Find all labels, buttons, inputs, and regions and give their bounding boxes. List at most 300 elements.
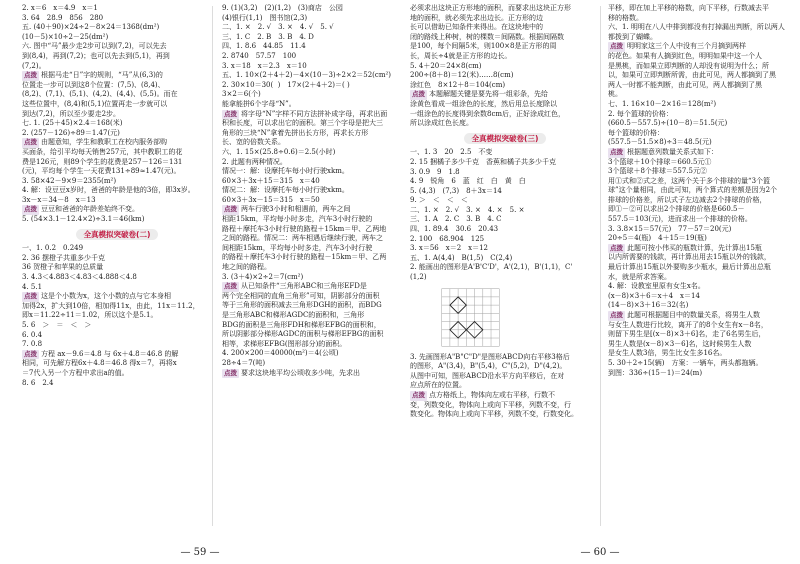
answer-line	[22, 23, 212, 33]
tip-badge: 点拨	[24, 349, 37, 358]
answer-text: 所以涂成红色长度。	[410, 119, 473, 128]
answer-line	[22, 167, 212, 177]
answer-line	[22, 263, 212, 273]
answer-text: 七、1. 16×10－2×16＝128(m²)	[608, 99, 717, 108]
answer-text: 从已知条件“三角形ABC和三角形EFD是	[241, 282, 367, 291]
answer-text: 排球的价格差，所以式子左边减去2个排球的价格，	[608, 195, 767, 204]
column-divider	[600, 6, 601, 526]
answer-line	[22, 302, 212, 312]
answer-line	[22, 148, 212, 158]
answer-line	[410, 206, 600, 216]
answer-line	[410, 263, 600, 273]
answer-line	[222, 129, 400, 139]
answer-line	[608, 359, 798, 369]
answer-line	[22, 138, 212, 148]
answer-text: 2. 30×10＝30( ) 17×(2＋4＋2)＝( )	[222, 80, 350, 89]
answer-line	[222, 234, 400, 244]
answer-line	[22, 177, 212, 187]
answer-line	[608, 369, 798, 379]
tip-badge: 点拨	[224, 282, 237, 291]
answer-text: 4. 解：设豆豆x岁时，爸爸的年龄是他的3倍，即3x岁。	[22, 186, 195, 195]
answer-line	[222, 177, 400, 187]
answer-text: 此题可根据题目中的数量关系，将男生人数	[627, 311, 760, 319]
answer-text: 必须求出这块正方形地的面积，而要求出这块正方形	[410, 4, 571, 12]
answer-line	[22, 273, 212, 283]
answer-line	[222, 52, 400, 62]
answer-line	[608, 225, 798, 235]
answer-line	[608, 148, 798, 158]
answer-text: (660.5－557.5)÷(10－8)＝51.5(元)	[608, 119, 728, 128]
answer-text: 都拨到了蝴蝶。	[608, 32, 657, 41]
answer-text: 4. 9 锐角 6 蓝 红 白 黄 白	[410, 177, 526, 186]
tip-badge: 点拨	[24, 138, 37, 147]
answer-line	[22, 379, 212, 389]
answer-line	[410, 90, 600, 100]
tip-badge: 点拨	[610, 147, 623, 156]
answer-text: 等于三角形的面积减去三角形DGH的面积，而BDG	[222, 301, 382, 310]
answer-text: 情况二：解：设摩托车每小时行驶xkm。	[222, 186, 349, 195]
answer-text: 4. 200×200＝40000(m²)＝4(公顷)	[222, 349, 339, 358]
answer-line	[22, 292, 212, 302]
answer-text: 一、1. 3 20 2.5 不变	[410, 148, 493, 157]
answer-line	[410, 177, 600, 187]
answer-line	[410, 110, 600, 120]
answer-line	[222, 311, 400, 321]
answer-text: 费是126元，则89个学生的花费是257－126＝131	[22, 157, 183, 166]
answer-line	[608, 349, 798, 359]
answer-line	[608, 253, 798, 263]
answer-line	[410, 273, 600, 283]
answer-text: 根据马走“日”字的规则，“马”从(6,3)的	[41, 71, 163, 80]
answer-line	[22, 244, 212, 254]
answer-text: 5. (54×3.1－12.4×2)÷3.1＝46(km)	[22, 215, 145, 224]
answer-text: 3个篮球＋8个排球＝557.5元②	[608, 167, 707, 176]
answer-line	[410, 196, 600, 206]
answer-line	[608, 205, 798, 215]
answer-text: 3. x＝18 x＝2.3 x＝10	[222, 61, 307, 70]
page-number-left: — 59 —	[180, 547, 220, 558]
answer-text: 是黑桃，而如果立即判断的人却没有说明为什么；所	[608, 61, 769, 70]
tip-badge: 点拨	[24, 292, 37, 301]
answer-line	[608, 81, 798, 91]
answer-line	[608, 14, 798, 24]
answer-line	[410, 23, 600, 33]
tip-badge: 点拨	[24, 71, 37, 80]
answer-text: 最后计算出15瓶以外要购多少瓶水，最后计算出总瓶	[608, 263, 771, 272]
answer-line	[22, 110, 212, 120]
answer-line	[608, 330, 798, 340]
answer-line	[410, 391, 600, 401]
answer-line	[22, 100, 212, 110]
answer-line	[22, 42, 212, 52]
answer-line	[22, 71, 212, 81]
answer-line	[222, 253, 400, 263]
answer-text: 加得2x，扩大到10倍，相加得11x，由此，11x＝11.2，	[22, 301, 200, 310]
answer-text: 4. 5.1	[22, 282, 43, 291]
answer-text: 8. 6 2.4	[22, 378, 54, 387]
answer-text: 间相距15km，平均每小时多走，汽车3小时行驶	[222, 243, 373, 252]
answer-line	[22, 4, 212, 14]
answer-line	[608, 71, 798, 81]
answer-line	[410, 100, 600, 110]
answer-text: 数变化。物体向上或向下平移，列数不变，行数变化。	[410, 410, 578, 419]
answer-text: 两车行驶3小时和相遇前，两车之间	[241, 205, 351, 214]
answer-line	[22, 81, 212, 91]
answer-text: 能拿能拼6个字母“N”。	[222, 99, 296, 108]
answer-text: 3个篮球＋10个排球＝660.5元①	[608, 157, 712, 166]
answer-text: 9. (1)(3,2) (2)(1,2) (3)商店 公园	[222, 4, 343, 12]
answer-line	[222, 273, 400, 283]
answer-line	[410, 235, 600, 245]
answer-text: 2. 15 捆橘子多少千克 香蕉和橘子共多少千克	[410, 157, 557, 166]
answer-text: 积和长度，可以求出它的面积。第三个字母是把大三	[222, 119, 383, 128]
answer-line	[22, 119, 212, 129]
answer-text: 三、1. C 2. B 3. B 4. D	[222, 32, 314, 41]
answer-text: 男生人数是(x－8)×3－6]名，这时候男生人数	[608, 339, 752, 348]
answer-text: 长，周长÷4就是正方形的边长。	[410, 51, 512, 60]
answer-text: 一组涂色的长度得到余数8cm后，正好涂成红色，	[410, 109, 566, 118]
answer-line	[22, 321, 212, 331]
answer-line	[608, 186, 798, 196]
answer-line	[608, 273, 798, 283]
answer-line	[22, 350, 212, 360]
answer-text: 五、1. A(4,4) B(1,5) C(2,4)	[410, 253, 513, 262]
tip-badge: 点拨	[224, 109, 237, 118]
answer-line	[608, 282, 798, 292]
answer-text: 2. 每个篮球的价格：	[608, 109, 673, 118]
answer-line	[222, 110, 400, 120]
answer-line	[410, 14, 600, 24]
answer-line	[22, 331, 212, 341]
answer-line	[410, 401, 600, 411]
answer-line	[410, 187, 600, 197]
answer-text: 此题可按小伟买的瓶数计算，先计算出15瓶	[627, 243, 762, 252]
answer-text: 是三角形ABC和梯形AGDC的面积和，三角形	[222, 311, 365, 319]
answer-text: 从图中可知，图形ABCD沿水平方向平移后，在对	[410, 371, 565, 380]
answer-text: 每个篮球的价格：	[608, 128, 664, 137]
answer-text: BDG的面积是三角形FDH和梯形EFBG的面积和，	[222, 320, 381, 329]
answer-line	[222, 33, 400, 43]
answer-text: 3. 64 28.9 856 280	[22, 13, 104, 22]
answer-text: 方程 ax－9.6＝4.8 与 6x＋4.8＝46.8 的解	[41, 349, 179, 358]
answer-text: 则留下男生是[(x－8)×3＋6]名，走了6名男生后，	[608, 330, 766, 339]
answer-text: 3. 4.3＜4.883＜4.83＜4.888＜4.8	[22, 273, 137, 282]
answer-line	[410, 33, 600, 43]
answer-line	[222, 158, 400, 168]
answer-line	[410, 353, 600, 363]
answer-line	[222, 14, 400, 24]
answer-text: (x－8)×3＋6＝x＋4 x＝14	[608, 291, 700, 300]
answer-line	[222, 263, 400, 273]
answer-text: 3. x＝56 x＝2 x＝12	[410, 244, 489, 253]
section-heading	[22, 229, 212, 241]
answer-text: 两人一时都不能判断，由此可见，两人都摘到了黑	[608, 80, 762, 89]
answer-text: 3. 0.9 9 1.8	[410, 167, 460, 176]
answer-text: 5. (4,3) (7,3) 8＋3x＝14	[410, 186, 502, 195]
answer-line	[608, 311, 798, 321]
answer-line	[22, 254, 212, 264]
answer-text: 3. 58×42－9×9＝2355(m²)	[22, 176, 117, 185]
answer-line	[608, 33, 798, 43]
answer-line	[410, 158, 600, 168]
answer-text: 二、1. × 2. √ 3. × 4. √ 5. √	[222, 23, 334, 32]
answer-text: 五. (40＋90)×24÷2－8×24＝1368(dm²)	[22, 23, 160, 32]
tip-badge: 点拨	[610, 243, 623, 252]
answer-text: 4. 解：设教室里原有女生x名。	[608, 282, 705, 291]
answer-line	[22, 52, 212, 62]
answer-text: 9. ＞ ＜ ＜ ＜	[410, 196, 468, 205]
answer-line	[608, 119, 798, 129]
answer-line	[410, 42, 600, 52]
answer-line	[222, 349, 400, 359]
answer-text: (4)银行(1,1) 图书馆(2,3)	[222, 13, 308, 22]
answer-line	[222, 62, 400, 72]
answer-text: 2. (257－126)÷89＝1.47(元)	[22, 128, 120, 137]
answer-text: 明明家这三个人中没有三个月摘到两样	[627, 42, 746, 51]
answer-line	[222, 119, 400, 129]
answer-text: 2. 能画出的图形是A'B'C'D'，A'(2,1)，B'(1,1)，C'	[410, 263, 573, 272]
answer-text: 所以阴影部分梯形AGDC的面积与梯形EFBG的面积	[222, 330, 384, 339]
answer-line	[22, 311, 212, 321]
answer-text: 2. 此题有两种情况。	[222, 157, 287, 166]
answer-line	[410, 168, 600, 178]
answer-text: 5. 4＋20＝24×8(cm)	[410, 61, 482, 70]
answer-line	[608, 263, 798, 273]
answer-text: 平移，即在加上平移的格数，向下平移，行数减去平	[608, 4, 769, 12]
answer-text: 60×3＋3x－15＝315 x＝50	[222, 195, 320, 204]
answer-line	[608, 23, 798, 33]
answer-line	[608, 301, 798, 311]
answer-text: 要求这块地平均公顷收多少吨，先求出	[241, 368, 360, 377]
answer-text: 7. 0.8	[22, 340, 43, 349]
answer-line	[222, 42, 400, 52]
answer-line	[222, 23, 400, 33]
answer-line	[22, 62, 212, 72]
answer-line	[410, 52, 600, 62]
answer-text: (7,2)。	[22, 61, 46, 70]
answer-line	[608, 42, 798, 52]
answer-line	[608, 129, 798, 139]
answer-line	[22, 283, 212, 293]
answer-text: 60×3＋3x＋15＝315 x＝40	[222, 176, 320, 185]
answer-text: 点方格纸上，物体向左或右平移，行数不	[429, 391, 555, 399]
answer-text: 36 贺橙子和苹果的总质量	[22, 263, 104, 272]
answer-line	[22, 129, 212, 139]
answer-line	[22, 186, 212, 196]
answer-line	[222, 205, 400, 215]
answer-line	[22, 215, 212, 225]
answer-text: 到图：336÷(15－1)＝24(m)	[608, 368, 703, 377]
answer-line	[222, 215, 400, 225]
left-page-column-1	[22, 4, 212, 532]
answer-text: 一、1. 0.2 0.249	[22, 244, 84, 253]
answer-text: 的图形，A"(3,4)，B"(5,4)，C"(5,2)，D"(4,2)。	[410, 362, 567, 371]
answer-text: 由题意知，学生和教职工在校内服务部购	[41, 138, 167, 147]
answer-text: 四、1. 8.6 44.85 11.4	[222, 42, 306, 51]
answer-text: 六、1. 明明在八人中排到都没有打掉漏出判断，所以两人	[608, 23, 785, 32]
answer-text: 相距15km，平均每小时多走，汽车3小时行驶的	[222, 215, 373, 224]
answer-text: 涂黄色看成一组涂色的长度，然后用总长度除以	[410, 99, 557, 108]
answer-text: 用①式和②式之差，这两个关于多个排球的量“3个篮	[608, 176, 771, 185]
answer-text: 到(8,4)，再到(7,2)；也可以先去到(5,1)，再到	[22, 51, 170, 60]
answer-line	[608, 4, 798, 14]
answer-line	[608, 321, 798, 331]
answer-text: 六. 图中“马”最少走2步可以到(7,2)，可以先去	[22, 42, 167, 51]
answer-text: 28÷4＝7(吨)	[222, 358, 266, 367]
right-page	[400, 0, 800, 564]
answer-line	[222, 71, 400, 81]
answer-line	[222, 148, 400, 158]
answer-line	[410, 71, 600, 81]
answer-text: 应点所在的位置。	[410, 381, 466, 390]
answer-text: 2. 36 摆橙子共重多少千克	[22, 253, 106, 262]
answer-text: 这些位置中，(8,4)和(5,1)位置再走一步就可以	[22, 99, 168, 108]
answer-text: 3. 先画图形A"B"C"D"是图形ABCD向右平移3格后	[410, 352, 570, 361]
answer-text: 角形的三块“N”拿着先拼出长方形，再求长方形	[222, 128, 369, 137]
answer-text: 豆豆和爸爸的年龄差始终不变。	[41, 205, 139, 214]
answer-line	[222, 282, 400, 292]
answer-text: ＝7代入另一个方程中求出a的值。	[22, 368, 129, 377]
answer-text: 的花色。如果有人摘到红色，明明如果中这一个人	[608, 51, 762, 60]
answer-line	[222, 100, 400, 110]
answer-line	[410, 244, 600, 254]
answer-line	[222, 244, 400, 254]
answer-line	[222, 369, 400, 379]
answer-text: 2. 100 68.904 125	[410, 234, 485, 243]
answer-text: 移的格数。	[608, 13, 643, 22]
answer-text: 3. (3＋4)×2÷2＝7(cm²)	[222, 272, 304, 281]
section-heading-label: 全真模拟突破卷(二)	[76, 229, 159, 241]
answer-text: 相等，求梯形EFBG(图形部分)的面积。	[222, 339, 347, 348]
answer-line	[410, 381, 600, 391]
answer-text: 七. 1. (25＋45)×2.4＝168(米)	[22, 119, 123, 128]
answer-text: 变，列数变化，物体向上或向下平移，列数不变，行	[410, 400, 571, 409]
answer-text: 557.5＝103(元)，进而求出一个排球的价格。	[608, 215, 752, 224]
answer-text: 六、1. 15×(25.8÷0.6)＝2.5(小时)	[222, 147, 336, 156]
answer-text: 路程＋摩托车3小时行驶的路程＋15km＝甲、乙两地	[222, 224, 387, 233]
answer-text: 6. 0.4	[22, 330, 43, 339]
page-number-right: — 60 —	[580, 547, 620, 558]
answer-line	[608, 62, 798, 72]
answer-text: 两个完全相同的直角三角形”可知，阴影部分的面积	[222, 291, 380, 300]
answer-text: 3×2＝6(个)	[222, 90, 261, 99]
answer-text: 到达(7,2)，所以至少要走2步。	[22, 109, 121, 118]
answer-text: 涂红色 8×12＋8＝104(cm)	[410, 80, 506, 89]
answer-text: 将字母“N”字样不同方法拼补成字母，再求出面	[241, 109, 388, 118]
answer-text: 以内所需要的钱款，再计算出用去15瓶以外的钱款，	[608, 253, 771, 262]
answer-line	[608, 110, 798, 120]
answer-line	[222, 90, 400, 100]
answer-line	[222, 301, 400, 311]
answer-line	[608, 292, 798, 302]
answer-line	[608, 100, 798, 110]
answer-line	[222, 138, 400, 148]
tip-badge: 点拨	[412, 391, 425, 399]
answer-text: 地之间的路程。	[222, 263, 271, 272]
answer-line	[410, 62, 600, 72]
answer-text: 相同，可先解方程6x＋4.8＝46.8 得x＝7，再将x	[22, 359, 177, 368]
answer-line	[608, 215, 798, 225]
answer-line	[410, 148, 600, 158]
answer-text: 本题解题关键是要先将一组彩条，先给	[429, 90, 548, 99]
answer-line	[222, 167, 400, 177]
answer-line	[608, 234, 798, 244]
section-heading	[410, 133, 600, 145]
answer-line	[222, 186, 400, 196]
answer-line	[22, 359, 212, 369]
answer-line	[222, 81, 400, 91]
answer-line	[222, 359, 400, 369]
answer-text: (14－8)×3＋16＝32(名)	[608, 301, 689, 310]
answer-text: 闭的路线上种树，树的棵数＝间隔数。根据间隔数	[410, 32, 564, 41]
answer-text: (10－5)×10÷2－25(dm²)	[22, 32, 109, 41]
answer-line	[22, 340, 212, 350]
answer-line	[608, 52, 798, 62]
answer-line	[410, 81, 600, 91]
answer-line	[410, 372, 600, 382]
answer-text: 5. 30＋2÷15(辆) 方案：一辆车，两头都拖辆。	[608, 358, 763, 367]
tip-badge: 点拨	[24, 205, 37, 214]
tip-badge: 点拨	[412, 90, 425, 99]
answer-text: 买面条，给引平均每天销售257元，其中教职工的花	[22, 147, 183, 156]
answer-line	[222, 292, 400, 302]
answer-line	[608, 90, 798, 100]
answer-line	[222, 4, 400, 14]
answer-text: 200÷(8＋8)＝12(米)……8(cm)	[410, 71, 514, 80]
answer-text: 的路程＋摩托车3小时行驶的路程－15km＝甲、乙两	[222, 253, 387, 262]
answer-text: 这是个小数为x，这个小数的点与它本身相	[41, 292, 171, 301]
answer-line	[410, 362, 600, 372]
answer-text: 以，如果可立即判断所需，由此可见，两人都摘到了黑	[608, 71, 776, 80]
answer-text: (557.5－51.5×8)÷3＝48.5(元)	[608, 138, 712, 147]
answer-line	[410, 119, 600, 129]
answer-line	[410, 410, 600, 420]
answer-line	[608, 340, 798, 350]
answer-line	[410, 254, 600, 264]
answer-line	[22, 33, 212, 43]
answer-text: 是100，每个间隔5米，则100×8是正方形的周	[410, 42, 557, 51]
answer-text: 是女生人数3倍，男生比女生多16名。	[608, 349, 727, 358]
answer-text: 五、1. 10×(2＋4＋2)－4×(10－3)÷2×2＝52(cm²)	[222, 71, 392, 80]
left-page-column-2	[222, 4, 400, 532]
answer-text: 根据题意列数量关系式如下：	[627, 147, 718, 156]
answer-line	[22, 205, 212, 215]
answer-text: 水，就是所求答案。	[608, 272, 671, 281]
answer-line	[410, 4, 600, 14]
answer-text: (元)，平均每个学生一天花费131÷89≈1.47(元)。	[22, 167, 181, 176]
answer-line	[22, 369, 212, 379]
tip-badge: 点拨	[224, 368, 237, 377]
answer-text: 四、1. 89.4 30.6 20.43	[410, 225, 499, 234]
answer-text: 二、1. × 2. √ 3. × 4. × 5. ×	[410, 205, 525, 214]
answer-text: 球”这个量相同，由此可知，两个算式的差额是因为2个	[608, 186, 778, 195]
answer-line	[222, 340, 400, 350]
answer-line	[608, 138, 798, 148]
answer-text: 之间的路程。情况二：两车相遇后继续行驶，两车之	[222, 234, 383, 243]
section-heading-label: 全真模拟突破卷(三)	[464, 133, 547, 145]
answer-line	[22, 158, 212, 168]
answer-text: 长可以借助已知条件来得出。在这块地中的	[410, 23, 543, 32]
answer-text: 情况一：解：设摩托车每小时行驶xkm。	[222, 167, 349, 176]
answer-text: 20÷5＝4(瓶) 4＋15＝19(瓶)	[608, 234, 707, 243]
tip-badge: 点拨	[224, 205, 237, 214]
answer-line	[608, 167, 798, 177]
answer-text: 即x＝11.22÷11＝1.02，所以这个是5.1。	[22, 311, 158, 320]
answer-text: (8,2)、(7,1)、(5,1)、(4,2)、(4,4)、(5,5)。而在	[22, 90, 178, 99]
answer-line	[222, 330, 400, 340]
answer-line	[608, 244, 798, 254]
answer-line	[22, 90, 212, 100]
